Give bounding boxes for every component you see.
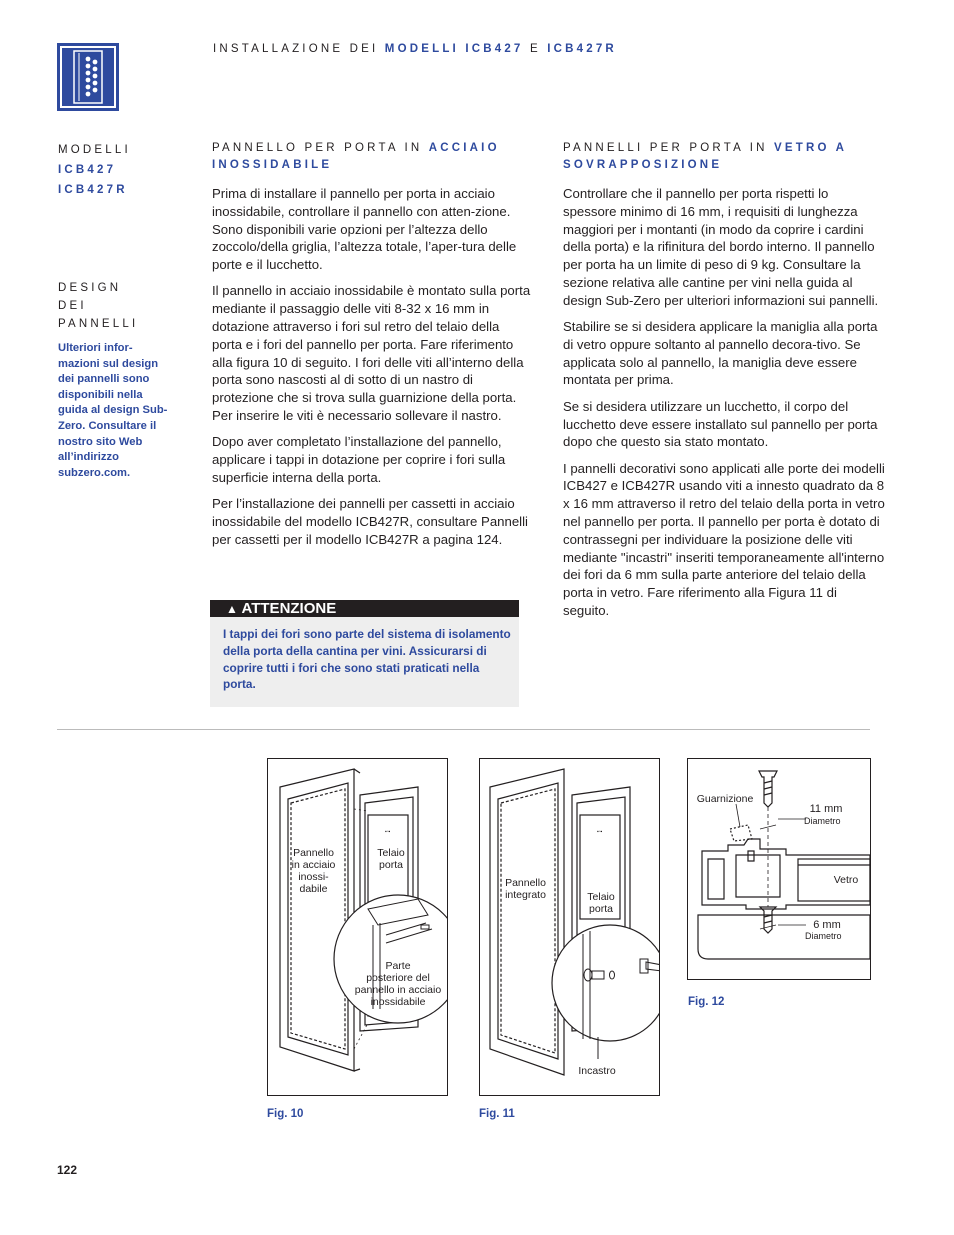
- svg-text:▪▫▪: ▪▫▪: [597, 829, 603, 835]
- fig11-panel-line: integrato: [505, 889, 546, 901]
- header-model1: MODELLI ICB427: [384, 43, 524, 55]
- fig10-frame-line: porta: [379, 859, 403, 871]
- model-2: ICB427R: [58, 184, 128, 196]
- figure-12: [687, 758, 871, 980]
- col2-paragraph: Stabilire se si desidera applicare la maniglia alla porta di vetro oppure soltanto al pannello decora-tivo. Se applicata solo al pannello, la maniglia deve essere montata per prima.: [563, 319, 878, 388]
- note-line: subzero.com.: [58, 466, 131, 479]
- col2-paragraph: I pannelli decorativi sono applicati alle porte dei modelli ICB427 e ICB427R usando viti a innesto quadrato da 8 x 16 mm attraverso il retro del telaio della porta in vetro nel pannello per porta. Il pannello per porta è dotato di contrassegni per individuare la posizione delle viti mediante "incastri" inseriti temporaneamente all'interno dei fori da 6 mm sulla parte anteriore del telaio della porta in vetro. Fare riferimento alla Figura 11 di seguito.: [563, 460, 885, 619]
- col2-paragraph: Se si desidera utilizzare un lucchetto, il corpo del lucchetto deve essere installato sul pannello per porta dopo che questo sia stato montato.: [563, 398, 878, 450]
- col2-paragraph: Controllare che il pannello per porta rispetti lo spessore minimo di 16 mm, i requisiti di lunghezza maggiori per i montanti (in modo da coprire i cardini della porta) e la rifinitura del bordo interno. Il pannello per porta ha un limite di peso di 9 kg. Consultare la sezione relativa alle cantine per vini nella guida al design Sub-Zero per ulteriori informazioni sui pannelli.: [563, 186, 879, 308]
- sidebar-note: [58, 341, 188, 481]
- fig10-panel-line: Pannello: [293, 847, 334, 859]
- cross-section-illustration: [688, 759, 870, 979]
- fig10-panel-line: inossi-: [298, 871, 329, 883]
- design-line-2: DEI: [58, 300, 87, 312]
- fig10-panel-label: [286, 847, 341, 895]
- fig11-frame-label: [578, 891, 624, 915]
- col1-paragraph: Per l’installazione dei pannelli per cassetti in acciaio inossidabile del modello ICB427R, consultare Pannelli per cassetti per il modello ICB427R a pagina 124.: [212, 496, 528, 547]
- header-prefix: INSTALLAZIONE DEI: [213, 43, 379, 55]
- fig12-dim2-sub: Diametro: [805, 931, 842, 941]
- warning-text: I tappi dei fori sono parte del sistema di isolamento della porta della cantina per vini. Assicurarsi di coprire tutti i fori che sono stati praticati nella porta.: [223, 627, 511, 692]
- note-line: guida al design Sub-: [58, 404, 168, 417]
- fig12-gasket-label: Guarnizione: [696, 793, 754, 805]
- note-line: Ulteriori infor-: [58, 342, 133, 354]
- fig12-dim2-label: 6 mm: [813, 919, 841, 931]
- figure-10: [267, 758, 448, 1096]
- col2-heading-bold-2: SOVRAPPOSIZIONE: [563, 159, 723, 171]
- note-line: mazioni sul design: [58, 357, 159, 370]
- models-title: MODELLI: [58, 144, 131, 156]
- warning-title: ATTENZIONE: [241, 600, 337, 617]
- page-number: 122: [57, 1163, 78, 1177]
- fig10-back-line: pannello in acciaio: [354, 984, 442, 996]
- col1-heading-bold-2: INOSSIDABILE: [212, 159, 333, 171]
- sidebar-models: [58, 140, 131, 200]
- warning-icon: ▲: [226, 602, 238, 616]
- col2-body: [563, 185, 885, 628]
- section-divider: [57, 729, 870, 730]
- header-model2: ICB427R: [547, 43, 617, 55]
- detail-circle: [552, 925, 659, 1041]
- fig10-frame-line: Telaio: [377, 847, 405, 859]
- fig10-back-label: [348, 960, 448, 1008]
- wine-rack-icon: [57, 43, 119, 111]
- col1-heading-bold-1: ACCIAIO: [428, 142, 500, 154]
- col2-heading: [563, 140, 883, 174]
- svg-text:▪▫▪: ▪▫▪: [385, 829, 391, 835]
- note-line: dei pannelli sono: [58, 373, 150, 386]
- fig10-back-line: inossidabile: [370, 996, 426, 1008]
- design-line-3: PANNELLI: [58, 318, 139, 330]
- overlay-panel-illustration: [480, 759, 659, 1095]
- col2-heading-plain: PANNELLI PER PORTA IN: [563, 142, 768, 154]
- page-header: [213, 43, 617, 55]
- col1-paragraph: Il pannello in acciaio inossidabile è montato sulla porta mediante il passaggio delle viti 8-32 x 16 mm in dotazione attraverso i fori sul retro del telaio della porta e i fori del pannello per porta. Fare riferimento alla figura 10 di seguito. I fori delle viti all’interno della porta sono nascosti al di sotto di un nastro di protezione che si trova sulla guarnizione della porta. Per inserire le viti è necessario sollevare il nastro.: [212, 283, 531, 424]
- note-line: disponibili nella: [58, 388, 143, 401]
- fig12-dim1-label: 11 mm: [809, 803, 843, 815]
- col2-heading-bold-1: VETRO A: [774, 142, 848, 154]
- col1-heading-plain: PANNELLO PER PORTA IN: [212, 142, 423, 154]
- fig12-dim1-sub: Diametro: [804, 816, 841, 826]
- fig11-caption: Fig. 11: [479, 1108, 515, 1120]
- header-conj: E: [529, 43, 541, 55]
- col1-paragraph: Dopo aver completato l’installazione del pannello, applicare i tappi in dotazione per coprire i fori sulla superficie interna della porta.: [212, 434, 506, 485]
- figure-11: [479, 758, 660, 1096]
- fig11-panel-label: [498, 877, 553, 901]
- note-line: all’indirizzo: [58, 451, 119, 464]
- warning-bar: [210, 600, 519, 617]
- fig11-frame-line: Telaio: [587, 891, 615, 903]
- fig10-panel-line: dabile: [299, 883, 328, 895]
- col1-body: [212, 185, 532, 557]
- note-line: Zero. Consultare il: [58, 419, 157, 432]
- fig10-caption: Fig. 10: [267, 1108, 304, 1120]
- col1-heading: [212, 140, 522, 174]
- subzero-logo: [57, 43, 119, 111]
- fig10-back-line: posteriore del: [366, 972, 430, 984]
- fig12-glass-label: Vetro: [833, 874, 859, 886]
- note-line: nostro sito Web: [58, 435, 143, 448]
- model-1: ICB427: [58, 164, 117, 176]
- warning-box: [210, 600, 519, 707]
- fig11-frame-line: porta: [589, 903, 613, 915]
- col1-paragraph: Prima di installare il pannello per porta in acciaio inossidabile, controllare il pannello con atten-zione. Sono disponibili varie opzioni per l’altezza dello zoccolo/della griglia, l’altezza totale, l’aper-tura delle porte e il lucchetto.: [212, 186, 517, 273]
- design-line-1: DESIGN: [58, 282, 122, 294]
- fig12-caption: Fig. 12: [688, 996, 725, 1008]
- fig10-back-line: Parte: [385, 960, 411, 972]
- fig11-incastro-label: Incastro: [578, 1065, 616, 1077]
- door-panel-illustration: [268, 759, 447, 1095]
- fig10-frame-label: [368, 847, 414, 871]
- fig10-panel-line: in acciaio: [291, 859, 336, 871]
- fig11-panel-line: Pannello: [505, 877, 546, 889]
- sidebar-design: [58, 279, 138, 333]
